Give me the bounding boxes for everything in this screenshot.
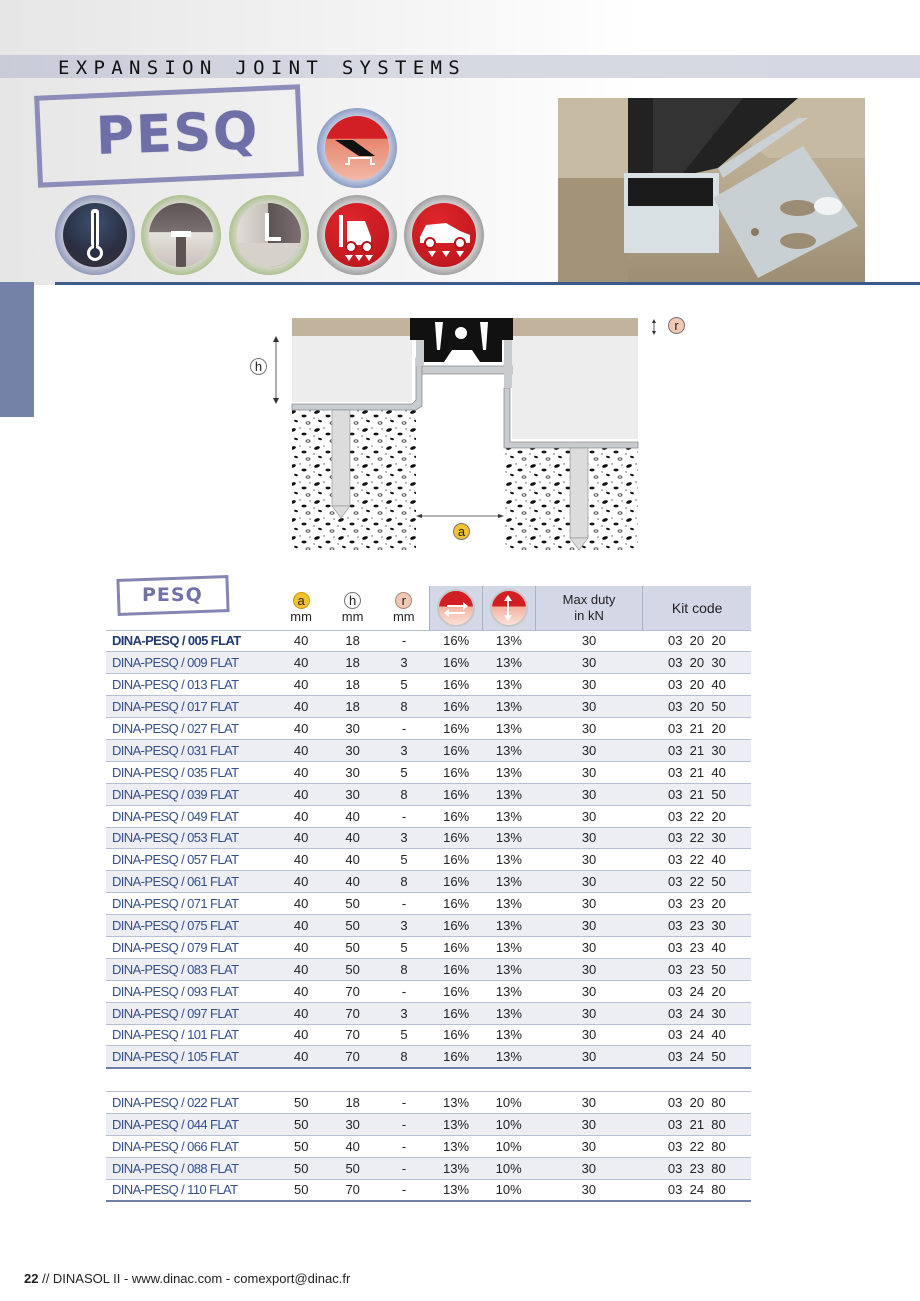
cell-mh: 16%	[430, 936, 483, 958]
cell-duty: 30	[535, 1113, 643, 1135]
specification-table-50mm	[106, 1091, 751, 1202]
floor-transition-icon	[317, 108, 397, 188]
cell-kit: 03 21 30	[643, 739, 751, 761]
cell-duty: 30	[535, 980, 643, 1002]
cell-r: -	[378, 1135, 429, 1157]
cell-duty: 30	[535, 1046, 643, 1068]
cell-duty: 30	[535, 805, 643, 827]
cell-r: 5	[378, 1024, 429, 1046]
header-vertical-movement	[483, 586, 536, 630]
cell-kit: 03 24 20	[643, 980, 751, 1002]
cell-duty: 30	[535, 1135, 643, 1157]
cell-r: -	[378, 1092, 429, 1114]
table-row	[106, 652, 751, 674]
cell-mv: 13%	[483, 893, 536, 915]
cell-kit: 03 20 50	[643, 696, 751, 718]
cell-duty: 30	[535, 936, 643, 958]
cell-mh: 16%	[430, 761, 483, 783]
table-row	[106, 1179, 751, 1201]
cell-h: 30	[327, 761, 378, 783]
cell-duty: 30	[535, 696, 643, 718]
cell-mh: 16%	[430, 827, 483, 849]
cell-mv: 13%	[483, 739, 536, 761]
cell-h: 40	[327, 1135, 378, 1157]
cell-name: DINA-PESQ / 075 FLAT	[106, 915, 275, 937]
table-row	[106, 761, 751, 783]
cell-kit: 03 21 40	[643, 761, 751, 783]
wall-corner-joint-icon	[229, 195, 309, 275]
cell-name: DINA-PESQ / 013 FLAT	[106, 674, 275, 696]
h-unit: mm	[341, 608, 364, 624]
cell-kit: 03 22 80	[643, 1135, 751, 1157]
dimension-a-badge: a	[453, 523, 470, 540]
cell-r: 5	[378, 674, 429, 696]
cell-a: 40	[275, 761, 326, 783]
table-row	[106, 871, 751, 893]
cell-kit: 03 20 30	[643, 652, 751, 674]
cell-mh: 16%	[430, 805, 483, 827]
dimension-r-badge: r	[668, 317, 685, 334]
cell-mh: 16%	[430, 849, 483, 871]
cell-mv: 13%	[483, 958, 536, 980]
cell-h: 18	[327, 1092, 378, 1114]
cell-kit: 03 22 50	[643, 871, 751, 893]
cell-mh: 16%	[430, 739, 483, 761]
cell-mv: 13%	[483, 915, 536, 937]
cell-name: DINA-PESQ / 027 FLAT	[106, 718, 275, 740]
cell-r: 5	[378, 849, 429, 871]
cell-name: DINA-PESQ / 044 FLAT	[106, 1113, 275, 1135]
cell-name: DINA-PESQ / 066 FLAT	[106, 1135, 275, 1157]
table-group-50mm	[106, 1092, 751, 1201]
header-h	[327, 586, 378, 630]
cell-mv: 13%	[483, 630, 536, 652]
cell-name: DINA-PESQ / 093 FLAT	[106, 980, 275, 1002]
header-max-duty: Max duty in kN	[535, 586, 643, 630]
table-row	[106, 936, 751, 958]
cell-a: 40	[275, 783, 326, 805]
cell-duty: 30	[535, 674, 643, 696]
table-row	[106, 1092, 751, 1114]
table-row	[106, 893, 751, 915]
h-badge: h	[344, 592, 361, 609]
cell-h: 50	[327, 915, 378, 937]
cell-name: DINA-PESQ / 009 FLAT	[106, 652, 275, 674]
cell-mh: 16%	[430, 1046, 483, 1068]
table-row	[106, 1024, 751, 1046]
cell-name: DINA-PESQ / 039 FLAT	[106, 783, 275, 805]
cell-mh: 16%	[430, 1002, 483, 1024]
cell-name: DINA-PESQ / 110 FLAT	[106, 1179, 275, 1201]
cell-kit: 03 24 80	[643, 1179, 751, 1201]
cell-mh: 16%	[430, 893, 483, 915]
cell-name: DINA-PESQ / 022 FLAT	[106, 1092, 275, 1114]
page-footer	[24, 1271, 350, 1286]
cell-kit: 03 20 80	[643, 1092, 751, 1114]
cell-h: 30	[327, 739, 378, 761]
cell-r: 3	[378, 739, 429, 761]
header-a	[275, 586, 326, 630]
cell-mh: 13%	[430, 1092, 483, 1114]
cell-mh: 16%	[430, 674, 483, 696]
cell-kit: 03 21 50	[643, 783, 751, 805]
cell-mv: 13%	[483, 652, 536, 674]
table-row	[106, 783, 751, 805]
cell-mv: 13%	[483, 871, 536, 893]
cell-r: -	[378, 805, 429, 827]
cell-duty: 30	[535, 1157, 643, 1179]
vertical-movement-icon	[490, 589, 528, 627]
cell-duty: 30	[535, 871, 643, 893]
cell-a: 40	[275, 696, 326, 718]
cell-h: 18	[327, 630, 378, 652]
cell-kit: 03 20 20	[643, 630, 751, 652]
table-row	[106, 674, 751, 696]
cell-r: -	[378, 1179, 429, 1201]
header-empty	[106, 586, 275, 630]
horizontal-movement-icon	[437, 589, 475, 627]
cell-mv: 13%	[483, 783, 536, 805]
cell-duty: 30	[535, 761, 643, 783]
cell-duty: 30	[535, 827, 643, 849]
cell-mh: 16%	[430, 718, 483, 740]
table-row	[106, 696, 751, 718]
cell-duty: 30	[535, 718, 643, 740]
cell-mv: 13%	[483, 936, 536, 958]
cell-duty: 30	[535, 849, 643, 871]
cell-h: 70	[327, 1024, 378, 1046]
table-row	[106, 805, 751, 827]
cell-kit: 03 22 30	[643, 827, 751, 849]
cell-kit: 03 21 80	[643, 1113, 751, 1135]
cell-a: 50	[275, 1113, 326, 1135]
cell-h: 50	[327, 958, 378, 980]
cell-h: 30	[327, 1113, 378, 1135]
cell-mv: 10%	[482, 1157, 535, 1179]
cross-section-diagram	[240, 300, 700, 560]
cell-duty: 30	[535, 783, 643, 805]
cell-mv: 13%	[483, 674, 536, 696]
cell-mh: 13%	[430, 1179, 483, 1201]
cell-kit: 03 23 80	[643, 1157, 751, 1179]
product-stamp: PESQ	[95, 101, 261, 167]
cell-a: 40	[275, 1002, 326, 1024]
cell-name: DINA-PESQ / 031 FLAT	[106, 739, 275, 761]
cell-r: -	[378, 1113, 429, 1135]
r-unit: mm	[392, 608, 415, 624]
cell-kit: 03 23 40	[643, 936, 751, 958]
table-row	[106, 1135, 751, 1157]
cell-mh: 16%	[430, 980, 483, 1002]
cell-a: 50	[275, 1179, 326, 1201]
cell-r: -	[378, 630, 429, 652]
cell-a: 40	[275, 739, 326, 761]
cell-kit: 03 22 20	[643, 805, 751, 827]
cell-h: 70	[327, 1179, 378, 1201]
cell-kit: 03 24 40	[643, 1024, 751, 1046]
cell-name: DINA-PESQ / 017 FLAT	[106, 696, 275, 718]
table-row	[106, 630, 751, 652]
cell-mv: 10%	[482, 1113, 535, 1135]
cell-r: 8	[378, 696, 429, 718]
page-title: EXPANSION JOINT SYSTEMS	[58, 57, 466, 79]
cell-name: DINA-PESQ / 057 FLAT	[106, 849, 275, 871]
cell-duty: 30	[535, 1002, 643, 1024]
cell-a: 40	[275, 805, 326, 827]
r-badge: r	[395, 592, 412, 609]
cell-duty: 30	[535, 1092, 643, 1114]
cell-r: 3	[378, 1002, 429, 1024]
cell-mv: 13%	[483, 980, 536, 1002]
table-row	[106, 739, 751, 761]
cell-a: 40	[275, 915, 326, 937]
cell-mv: 13%	[483, 1024, 536, 1046]
table-row	[106, 827, 751, 849]
cell-r: 3	[378, 827, 429, 849]
cell-h: 70	[327, 1046, 378, 1068]
cell-kit: 03 20 40	[643, 674, 751, 696]
cell-name: DINA-PESQ / 071 FLAT	[106, 893, 275, 915]
cell-mh: 16%	[430, 915, 483, 937]
cell-h: 40	[327, 871, 378, 893]
table-row	[106, 1157, 751, 1179]
cell-mv: 13%	[483, 761, 536, 783]
header-horizontal-movement	[430, 586, 483, 630]
cell-r: -	[378, 718, 429, 740]
cell-r: 5	[378, 761, 429, 783]
cell-h: 40	[327, 827, 378, 849]
cell-r: -	[378, 1157, 429, 1179]
forklift-load-icon	[317, 195, 397, 275]
table-row	[106, 915, 751, 937]
cell-h: 18	[327, 674, 378, 696]
table-row	[106, 1113, 751, 1135]
product-photo	[558, 98, 865, 282]
cell-a: 50	[275, 1135, 326, 1157]
cell-mh: 16%	[430, 871, 483, 893]
cell-duty: 30	[535, 915, 643, 937]
table-stamp: PESQ	[142, 584, 203, 606]
header-r	[378, 586, 429, 630]
cell-name: DINA-PESQ / 049 FLAT	[106, 805, 275, 827]
cell-name: DINA-PESQ / 079 FLAT	[106, 936, 275, 958]
cell-kit: 03 24 30	[643, 1002, 751, 1024]
cell-a: 40	[275, 718, 326, 740]
cell-mv: 13%	[483, 1002, 536, 1024]
car-load-icon	[404, 195, 484, 275]
cell-a: 40	[275, 871, 326, 893]
cell-duty: 30	[535, 893, 643, 915]
cell-kit: 03 23 30	[643, 915, 751, 937]
cell-h: 40	[327, 849, 378, 871]
cell-mh: 13%	[430, 1135, 483, 1157]
cell-h: 30	[327, 783, 378, 805]
cell-a: 40	[275, 827, 326, 849]
table-row	[106, 980, 751, 1002]
cell-a: 40	[275, 674, 326, 696]
cell-kit: 03 23 20	[643, 893, 751, 915]
cell-a: 40	[275, 1024, 326, 1046]
cell-duty: 30	[535, 1024, 643, 1046]
cell-a: 40	[275, 980, 326, 1002]
cell-duty: 30	[535, 1179, 643, 1201]
cell-r: -	[378, 893, 429, 915]
cell-name: DINA-PESQ / 083 FLAT	[106, 958, 275, 980]
cell-a: 40	[275, 958, 326, 980]
cell-duty: 30	[535, 652, 643, 674]
cell-mv: 13%	[483, 849, 536, 871]
cell-r: 8	[378, 1046, 429, 1068]
cell-h: 70	[327, 1002, 378, 1024]
cell-mh: 16%	[430, 1024, 483, 1046]
cell-h: 50	[327, 893, 378, 915]
flush-t-joint-icon	[141, 195, 221, 275]
thermometer-icon	[55, 195, 135, 275]
cell-name: DINA-PESQ / 097 FLAT	[106, 1002, 275, 1024]
cell-mv: 10%	[482, 1092, 535, 1114]
cell-mv: 13%	[483, 827, 536, 849]
cell-name: DINA-PESQ / 053 FLAT	[106, 827, 275, 849]
cell-a: 40	[275, 849, 326, 871]
cell-mh: 13%	[430, 1157, 483, 1179]
cell-r: 8	[378, 958, 429, 980]
cell-a: 40	[275, 1046, 326, 1068]
cell-a: 40	[275, 652, 326, 674]
cell-h: 50	[327, 1157, 378, 1179]
cell-r: 3	[378, 915, 429, 937]
cell-kit: 03 23 50	[643, 958, 751, 980]
hero-divider	[55, 282, 920, 285]
cell-name: DINA-PESQ / 035 FLAT	[106, 761, 275, 783]
cell-a: 40	[275, 630, 326, 652]
cell-mh: 16%	[430, 652, 483, 674]
cell-name: DINA-PESQ / 101 FLAT	[106, 1024, 275, 1046]
cell-name: DINA-PESQ / 088 FLAT	[106, 1157, 275, 1179]
cell-mv: 10%	[482, 1179, 535, 1201]
specification-table	[106, 586, 751, 1069]
cell-mh: 16%	[430, 958, 483, 980]
cell-h: 18	[327, 652, 378, 674]
a-unit: mm	[290, 608, 312, 624]
cell-name: DINA-PESQ / 061 FLAT	[106, 871, 275, 893]
page-number: 22	[24, 1271, 39, 1286]
cell-mv: 13%	[483, 718, 536, 740]
table-row	[106, 849, 751, 871]
cell-r: 8	[378, 871, 429, 893]
cell-kit: 03 24 50	[643, 1046, 751, 1068]
cell-mh: 16%	[430, 783, 483, 805]
cell-mv: 13%	[483, 696, 536, 718]
cell-name: DINA-PESQ / 105 FLAT	[106, 1046, 275, 1068]
header-kit-code: Kit code	[643, 586, 751, 630]
footer-text: // DINASOL II - www.dinac.com - comexport@dinac.fr	[38, 1271, 351, 1286]
table-row	[106, 958, 751, 980]
cell-mh: 16%	[430, 696, 483, 718]
cell-mv: 13%	[483, 805, 536, 827]
table-group-40mm	[106, 630, 751, 1068]
cell-duty: 30	[535, 630, 643, 652]
cell-h: 30	[327, 718, 378, 740]
table-row	[106, 1046, 751, 1068]
cell-mv: 13%	[483, 1046, 536, 1068]
cell-mv: 10%	[482, 1135, 535, 1157]
cell-duty: 30	[535, 958, 643, 980]
cell-a: 40	[275, 936, 326, 958]
cell-a: 50	[275, 1092, 326, 1114]
cell-r: -	[378, 980, 429, 1002]
cell-kit: 03 22 40	[643, 849, 751, 871]
cell-mh: 13%	[430, 1113, 483, 1135]
cell-r: 3	[378, 652, 429, 674]
table-row	[106, 1002, 751, 1024]
section-side-tab	[0, 282, 34, 417]
a-badge: a	[293, 592, 310, 609]
cell-mh: 16%	[430, 630, 483, 652]
table-row	[106, 718, 751, 740]
cell-h: 40	[327, 805, 378, 827]
cell-h: 50	[327, 936, 378, 958]
cell-name: DINA-PESQ / 005 FLAT	[106, 630, 275, 652]
cell-r: 8	[378, 783, 429, 805]
cell-duty: 30	[535, 739, 643, 761]
cell-h: 70	[327, 980, 378, 1002]
cell-a: 40	[275, 893, 326, 915]
cell-r: 5	[378, 936, 429, 958]
cell-h: 18	[327, 696, 378, 718]
cell-kit: 03 21 20	[643, 718, 751, 740]
cell-a: 50	[275, 1157, 326, 1179]
dimension-h-badge: h	[250, 358, 267, 375]
